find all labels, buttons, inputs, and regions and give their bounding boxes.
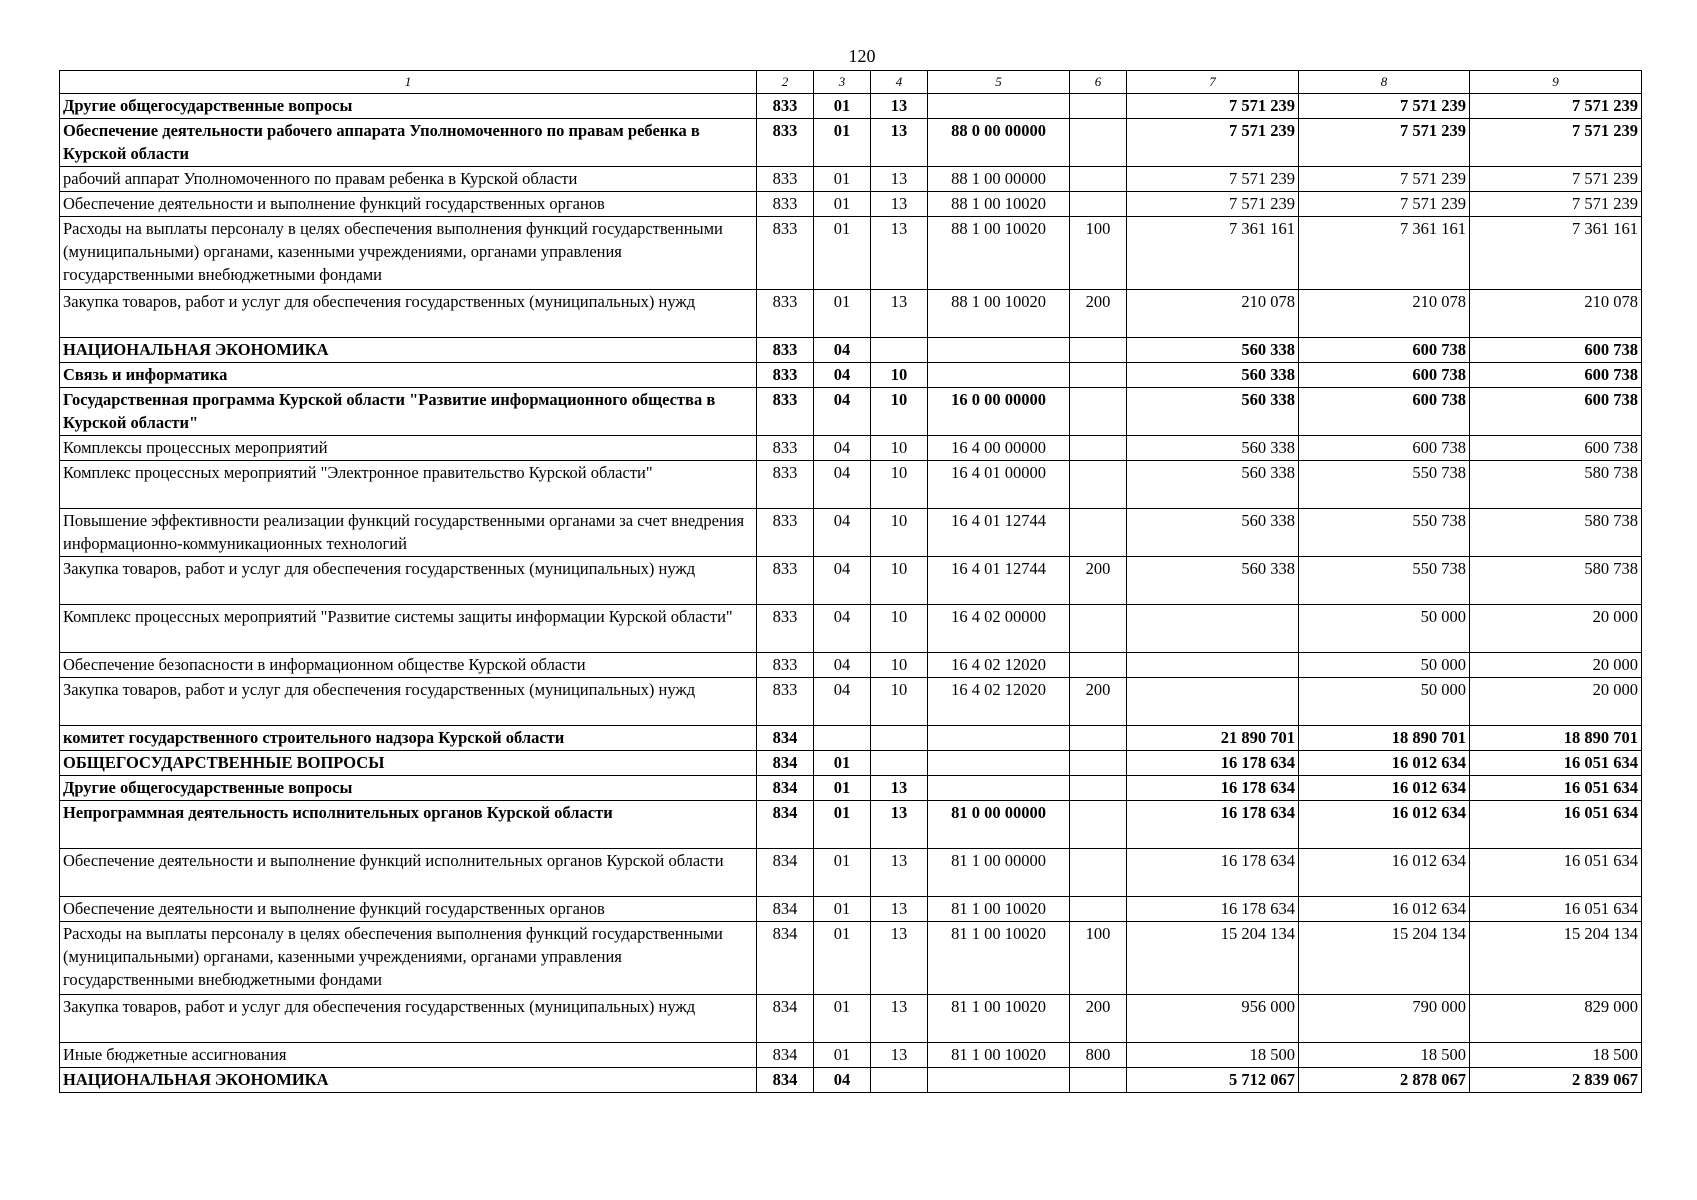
cell-subsection-code: 10 xyxy=(871,461,928,509)
cell-amount-year3: 20 000 xyxy=(1470,678,1642,726)
table-row xyxy=(60,653,1642,678)
cell-admin-code: 834 xyxy=(757,776,814,801)
cell-target-article: 16 4 01 00000 xyxy=(928,461,1070,509)
cell-target-article: 81 0 00 00000 xyxy=(928,801,1070,849)
table-row xyxy=(60,94,1642,119)
cell-subsection-code: 10 xyxy=(871,557,928,605)
cell-subsection-code: 10 xyxy=(871,509,928,557)
cell-amount-year1: 560 338 xyxy=(1127,509,1299,557)
cell-target-article: 16 4 01 12744 xyxy=(928,509,1070,557)
cell-section-code: 04 xyxy=(814,388,871,436)
cell-amount-year3: 16 051 634 xyxy=(1470,897,1642,922)
cell-expense-type: 100 xyxy=(1070,922,1127,995)
cell-target-article: 81 1 00 10020 xyxy=(928,897,1070,922)
cell-amount-year1: 956 000 xyxy=(1127,995,1299,1043)
cell-subsection-code xyxy=(871,751,928,776)
cell-admin-code: 833 xyxy=(757,509,814,557)
cell-section-code: 01 xyxy=(814,801,871,849)
cell-subsection-code: 13 xyxy=(871,290,928,338)
cell-amount-year1: 5 712 067 xyxy=(1127,1068,1299,1093)
cell-section-code: 04 xyxy=(814,436,871,461)
cell-amount-year3: 16 051 634 xyxy=(1470,751,1642,776)
cell-amount-year3: 20 000 xyxy=(1470,605,1642,653)
cell-section-code: 01 xyxy=(814,897,871,922)
cell-target-article: 88 1 00 10020 xyxy=(928,192,1070,217)
cell-name: НАЦИОНАЛЬНАЯ ЭКОНОМИКА xyxy=(60,1068,757,1093)
cell-name: Обеспечение деятельности и выполнение функций исполнительных органов Курской области xyxy=(60,849,757,897)
cell-admin-code: 833 xyxy=(757,678,814,726)
cell-amount-year2: 18 890 701 xyxy=(1299,726,1470,751)
cell-amount-year1: 16 178 634 xyxy=(1127,801,1299,849)
cell-amount-year1: 7 571 239 xyxy=(1127,192,1299,217)
cell-amount-year2: 15 204 134 xyxy=(1299,922,1470,995)
cell-amount-year1: 16 178 634 xyxy=(1127,849,1299,897)
cell-amount-year2: 790 000 xyxy=(1299,995,1470,1043)
cell-subsection-code: 10 xyxy=(871,388,928,436)
cell-amount-year2: 16 012 634 xyxy=(1299,776,1470,801)
cell-expense-type xyxy=(1070,776,1127,801)
cell-subsection-code: 13 xyxy=(871,1043,928,1068)
cell-name: Расходы на выплаты персоналу в целях обеспечения выполнения функций государственными (муниципальными) органами, казенными учреждениями, органами управления государственными внебюджетными фондами xyxy=(60,217,757,290)
cell-name: ОБЩЕГОСУДАРСТВЕННЫЕ ВОПРОСЫ xyxy=(60,751,757,776)
cell-subsection-code: 13 xyxy=(871,922,928,995)
table-row xyxy=(60,338,1642,363)
cell-admin-code: 833 xyxy=(757,338,814,363)
cell-expense-type xyxy=(1070,363,1127,388)
cell-target-article xyxy=(928,338,1070,363)
table-row xyxy=(60,801,1642,849)
cell-admin-code: 833 xyxy=(757,653,814,678)
cell-amount-year1: 7 361 161 xyxy=(1127,217,1299,290)
cell-section-code: 01 xyxy=(814,94,871,119)
budget-table xyxy=(59,70,1642,1093)
cell-target-article: 88 1 00 00000 xyxy=(928,167,1070,192)
cell-name: Комплекс процессных мероприятий "Развитие системы защиты информации Курской области" xyxy=(60,605,757,653)
cell-amount-year1: 18 500 xyxy=(1127,1043,1299,1068)
table-row xyxy=(60,605,1642,653)
cell-subsection-code: 13 xyxy=(871,94,928,119)
cell-name: комитет государственного строительного надзора Курской области xyxy=(60,726,757,751)
cell-admin-code: 834 xyxy=(757,922,814,995)
cell-amount-year2: 550 738 xyxy=(1299,509,1470,557)
cell-target-article xyxy=(928,751,1070,776)
cell-admin-code: 833 xyxy=(757,217,814,290)
cell-amount-year2: 50 000 xyxy=(1299,653,1470,678)
cell-amount-year3: 7 571 239 xyxy=(1470,167,1642,192)
cell-section-code: 01 xyxy=(814,995,871,1043)
cell-name: НАЦИОНАЛЬНАЯ ЭКОНОМИКА xyxy=(60,338,757,363)
cell-amount-year3: 7 571 239 xyxy=(1470,119,1642,167)
cell-admin-code: 833 xyxy=(757,557,814,605)
cell-admin-code: 834 xyxy=(757,1068,814,1093)
cell-section-code: 04 xyxy=(814,557,871,605)
table-row xyxy=(60,726,1642,751)
cell-name: Иные бюджетные ассигнования xyxy=(60,1043,757,1068)
cell-subsection-code: 10 xyxy=(871,678,928,726)
cell-expense-type: 200 xyxy=(1070,995,1127,1043)
cell-name: Обеспечение деятельности рабочего аппарата Уполномоченного по правам ребенка в Курской области xyxy=(60,119,757,167)
cell-amount-year2: 600 738 xyxy=(1299,338,1470,363)
cell-target-article: 16 0 00 00000 xyxy=(928,388,1070,436)
cell-amount-year3: 580 738 xyxy=(1470,509,1642,557)
table-row xyxy=(60,436,1642,461)
table-row xyxy=(60,192,1642,217)
cell-name: Закупка товаров, работ и услуг для обеспечения государственных (муниципальных) нужд xyxy=(60,557,757,605)
cell-admin-code: 834 xyxy=(757,1043,814,1068)
cell-subsection-code: 13 xyxy=(871,119,928,167)
cell-amount-year1: 7 571 239 xyxy=(1127,119,1299,167)
cell-amount-year2: 50 000 xyxy=(1299,605,1470,653)
cell-section-code: 01 xyxy=(814,217,871,290)
page-number: 120 xyxy=(848,46,876,66)
cell-section-code: 01 xyxy=(814,290,871,338)
cell-amount-year1: 7 571 239 xyxy=(1127,167,1299,192)
cell-name: Другие общегосударственные вопросы xyxy=(60,94,757,119)
cell-expense-type: 200 xyxy=(1070,557,1127,605)
column-header-subsection-code: 4 xyxy=(871,71,928,94)
column-header-amount-year1: 7 xyxy=(1127,71,1299,94)
table-row xyxy=(60,678,1642,726)
table-row xyxy=(60,557,1642,605)
column-header-name: 1 xyxy=(60,71,757,94)
cell-target-article xyxy=(928,363,1070,388)
cell-expense-type xyxy=(1070,1068,1127,1093)
column-header-amount-year3: 9 xyxy=(1470,71,1642,94)
cell-admin-code: 834 xyxy=(757,751,814,776)
cell-name: Закупка товаров, работ и услуг для обеспечения государственных (муниципальных) нужд xyxy=(60,995,757,1043)
cell-amount-year1: 210 078 xyxy=(1127,290,1299,338)
cell-section-code: 01 xyxy=(814,776,871,801)
column-header-amount-year2: 8 xyxy=(1299,71,1470,94)
cell-subsection-code: 10 xyxy=(871,436,928,461)
column-header-admin-code: 2 xyxy=(757,71,814,94)
cell-amount-year2: 16 012 634 xyxy=(1299,801,1470,849)
cell-amount-year3: 7 361 161 xyxy=(1470,217,1642,290)
cell-amount-year3: 829 000 xyxy=(1470,995,1642,1043)
cell-target-article: 88 1 00 10020 xyxy=(928,290,1070,338)
cell-subsection-code: 13 xyxy=(871,897,928,922)
cell-admin-code: 833 xyxy=(757,167,814,192)
cell-target-article xyxy=(928,94,1070,119)
cell-target-article: 81 1 00 00000 xyxy=(928,849,1070,897)
cell-amount-year1: 16 178 634 xyxy=(1127,897,1299,922)
cell-expense-type: 800 xyxy=(1070,1043,1127,1068)
cell-amount-year3: 16 051 634 xyxy=(1470,801,1642,849)
cell-amount-year1 xyxy=(1127,605,1299,653)
table-row xyxy=(60,922,1642,995)
table-row xyxy=(60,897,1642,922)
table-row xyxy=(60,849,1642,897)
cell-target-article: 81 1 00 10020 xyxy=(928,922,1070,995)
cell-name: Государственная программа Курской области "Развитие информационного общества в Курской области" xyxy=(60,388,757,436)
column-header-section-code: 3 xyxy=(814,71,871,94)
cell-subsection-code xyxy=(871,726,928,751)
table-row xyxy=(60,290,1642,338)
cell-amount-year1: 7 571 239 xyxy=(1127,94,1299,119)
cell-amount-year2: 7 571 239 xyxy=(1299,94,1470,119)
cell-admin-code: 833 xyxy=(757,290,814,338)
table-row xyxy=(60,995,1642,1043)
cell-admin-code: 833 xyxy=(757,363,814,388)
cell-target-article xyxy=(928,1068,1070,1093)
table-row xyxy=(60,217,1642,290)
cell-amount-year1: 16 178 634 xyxy=(1127,776,1299,801)
cell-admin-code: 834 xyxy=(757,897,814,922)
cell-amount-year3: 2 839 067 xyxy=(1470,1068,1642,1093)
cell-amount-year2: 600 738 xyxy=(1299,363,1470,388)
cell-name: Обеспечение деятельности и выполнение функций государственных органов xyxy=(60,192,757,217)
cell-expense-type: 200 xyxy=(1070,678,1127,726)
cell-subsection-code: 13 xyxy=(871,217,928,290)
cell-amount-year3: 210 078 xyxy=(1470,290,1642,338)
cell-admin-code: 834 xyxy=(757,726,814,751)
cell-expense-type: 100 xyxy=(1070,217,1127,290)
cell-name: рабочий аппарат Уполномоченного по правам ребенка в Курской области xyxy=(60,167,757,192)
cell-admin-code: 833 xyxy=(757,192,814,217)
cell-amount-year2: 7 571 239 xyxy=(1299,192,1470,217)
cell-subsection-code xyxy=(871,338,928,363)
table-row xyxy=(60,1043,1642,1068)
cell-amount-year1: 15 204 134 xyxy=(1127,922,1299,995)
cell-amount-year3: 18 890 701 xyxy=(1470,726,1642,751)
cell-amount-year3: 580 738 xyxy=(1470,461,1642,509)
cell-expense-type xyxy=(1070,461,1127,509)
cell-amount-year1 xyxy=(1127,653,1299,678)
cell-amount-year2: 16 012 634 xyxy=(1299,849,1470,897)
cell-expense-type: 200 xyxy=(1070,290,1127,338)
cell-subsection-code: 10 xyxy=(871,605,928,653)
cell-subsection-code: 13 xyxy=(871,167,928,192)
column-header-expense-type: 6 xyxy=(1070,71,1127,94)
table-row xyxy=(60,1068,1642,1093)
cell-amount-year3: 7 571 239 xyxy=(1470,94,1642,119)
cell-expense-type xyxy=(1070,119,1127,167)
table-row xyxy=(60,388,1642,436)
cell-subsection-code: 10 xyxy=(871,363,928,388)
cell-expense-type xyxy=(1070,801,1127,849)
cell-expense-type xyxy=(1070,751,1127,776)
cell-amount-year3: 15 204 134 xyxy=(1470,922,1642,995)
cell-admin-code: 833 xyxy=(757,436,814,461)
cell-section-code xyxy=(814,726,871,751)
cell-expense-type xyxy=(1070,849,1127,897)
cell-admin-code: 834 xyxy=(757,995,814,1043)
cell-section-code: 04 xyxy=(814,678,871,726)
cell-subsection-code: 13 xyxy=(871,801,928,849)
cell-amount-year2: 600 738 xyxy=(1299,436,1470,461)
cell-target-article xyxy=(928,726,1070,751)
cell-expense-type xyxy=(1070,897,1127,922)
table-row xyxy=(60,461,1642,509)
cell-section-code: 04 xyxy=(814,461,871,509)
cell-expense-type xyxy=(1070,509,1127,557)
cell-expense-type xyxy=(1070,338,1127,363)
table-row xyxy=(60,363,1642,388)
cell-amount-year3: 580 738 xyxy=(1470,557,1642,605)
cell-target-article: 88 0 00 00000 xyxy=(928,119,1070,167)
cell-admin-code: 833 xyxy=(757,388,814,436)
cell-amount-year1: 560 338 xyxy=(1127,388,1299,436)
cell-section-code: 04 xyxy=(814,363,871,388)
cell-name: Расходы на выплаты персоналу в целях обеспечения выполнения функций государственными (муниципальными) органами, казенными учреждениями, органами управления государственными внебюджетными фондами xyxy=(60,922,757,995)
cell-amount-year3: 20 000 xyxy=(1470,653,1642,678)
cell-admin-code: 833 xyxy=(757,461,814,509)
cell-expense-type xyxy=(1070,605,1127,653)
cell-subsection-code: 13 xyxy=(871,192,928,217)
cell-name: Комплексы процессных мероприятий xyxy=(60,436,757,461)
cell-expense-type xyxy=(1070,167,1127,192)
cell-amount-year2: 7 361 161 xyxy=(1299,217,1470,290)
cell-expense-type xyxy=(1070,436,1127,461)
cell-admin-code: 834 xyxy=(757,801,814,849)
cell-amount-year2: 7 571 239 xyxy=(1299,119,1470,167)
cell-name: Обеспечение деятельности и выполнение функций государственных органов xyxy=(60,897,757,922)
cell-section-code: 01 xyxy=(814,751,871,776)
cell-admin-code: 834 xyxy=(757,849,814,897)
cell-section-code: 04 xyxy=(814,509,871,557)
cell-amount-year2: 50 000 xyxy=(1299,678,1470,726)
cell-amount-year1: 16 178 634 xyxy=(1127,751,1299,776)
cell-expense-type xyxy=(1070,653,1127,678)
cell-target-article: 16 4 02 12020 xyxy=(928,653,1070,678)
cell-admin-code: 833 xyxy=(757,119,814,167)
cell-subsection-code: 10 xyxy=(871,653,928,678)
cell-section-code: 01 xyxy=(814,192,871,217)
cell-section-code: 04 xyxy=(814,605,871,653)
cell-name: Закупка товаров, работ и услуг для обеспечения государственных (муниципальных) нужд xyxy=(60,290,757,338)
cell-amount-year2: 16 012 634 xyxy=(1299,751,1470,776)
cell-amount-year2: 550 738 xyxy=(1299,461,1470,509)
cell-name: Другие общегосударственные вопросы xyxy=(60,776,757,801)
cell-target-article: 81 1 00 10020 xyxy=(928,1043,1070,1068)
cell-target-article: 16 4 02 00000 xyxy=(928,605,1070,653)
cell-subsection-code: 13 xyxy=(871,995,928,1043)
cell-amount-year2: 210 078 xyxy=(1299,290,1470,338)
cell-target-article: 16 4 02 12020 xyxy=(928,678,1070,726)
cell-admin-code: 833 xyxy=(757,605,814,653)
cell-amount-year3: 18 500 xyxy=(1470,1043,1642,1068)
cell-amount-year3: 16 051 634 xyxy=(1470,849,1642,897)
cell-subsection-code: 13 xyxy=(871,849,928,897)
cell-amount-year2: 550 738 xyxy=(1299,557,1470,605)
cell-amount-year2: 7 571 239 xyxy=(1299,167,1470,192)
cell-subsection-code xyxy=(871,1068,928,1093)
cell-name: Закупка товаров, работ и услуг для обеспечения государственных (муниципальных) нужд xyxy=(60,678,757,726)
cell-amount-year3: 600 738 xyxy=(1470,436,1642,461)
cell-subsection-code: 13 xyxy=(871,776,928,801)
cell-amount-year3: 600 738 xyxy=(1470,338,1642,363)
cell-amount-year3: 600 738 xyxy=(1470,363,1642,388)
table-row xyxy=(60,509,1642,557)
column-header-target-article: 5 xyxy=(928,71,1070,94)
cell-target-article: 16 4 00 00000 xyxy=(928,436,1070,461)
cell-name: Повышение эффективности реализации функций государственными органами за счет внедрения информационно-коммуникационных технологий xyxy=(60,509,757,557)
cell-section-code: 04 xyxy=(814,338,871,363)
cell-expense-type xyxy=(1070,192,1127,217)
cell-name: Обеспечение безопасности в информационном обществе Курской области xyxy=(60,653,757,678)
cell-section-code: 01 xyxy=(814,1043,871,1068)
cell-target-article: 88 1 00 10020 xyxy=(928,217,1070,290)
cell-section-code: 01 xyxy=(814,922,871,995)
cell-name: Непрограммная деятельность исполнительных органов Курской области xyxy=(60,801,757,849)
cell-section-code: 04 xyxy=(814,1068,871,1093)
cell-target-article: 16 4 01 12744 xyxy=(928,557,1070,605)
cell-expense-type xyxy=(1070,726,1127,751)
cell-amount-year1: 560 338 xyxy=(1127,461,1299,509)
cell-name: Связь и информатика xyxy=(60,363,757,388)
table-row xyxy=(60,167,1642,192)
cell-target-article: 81 1 00 10020 xyxy=(928,995,1070,1043)
cell-amount-year3: 16 051 634 xyxy=(1470,776,1642,801)
cell-section-code: 04 xyxy=(814,653,871,678)
cell-section-code: 01 xyxy=(814,167,871,192)
table-header-row xyxy=(60,71,1642,94)
cell-expense-type xyxy=(1070,388,1127,436)
cell-section-code: 01 xyxy=(814,119,871,167)
cell-target-article xyxy=(928,776,1070,801)
cell-amount-year3: 7 571 239 xyxy=(1470,192,1642,217)
cell-amount-year2: 600 738 xyxy=(1299,388,1470,436)
table-row xyxy=(60,776,1642,801)
table-row xyxy=(60,119,1642,167)
cell-amount-year2: 16 012 634 xyxy=(1299,897,1470,922)
cell-amount-year1: 560 338 xyxy=(1127,436,1299,461)
cell-amount-year1: 21 890 701 xyxy=(1127,726,1299,751)
cell-amount-year1: 560 338 xyxy=(1127,363,1299,388)
cell-amount-year1: 560 338 xyxy=(1127,557,1299,605)
cell-amount-year1: 560 338 xyxy=(1127,338,1299,363)
cell-amount-year2: 18 500 xyxy=(1299,1043,1470,1068)
cell-amount-year2: 2 878 067 xyxy=(1299,1068,1470,1093)
cell-section-code: 01 xyxy=(814,849,871,897)
cell-admin-code: 833 xyxy=(757,94,814,119)
table-row xyxy=(60,751,1642,776)
cell-expense-type xyxy=(1070,94,1127,119)
cell-amount-year1 xyxy=(1127,678,1299,726)
cell-name: Комплекс процессных мероприятий "Электронное правительство Курской области" xyxy=(60,461,757,509)
cell-amount-year3: 600 738 xyxy=(1470,388,1642,436)
